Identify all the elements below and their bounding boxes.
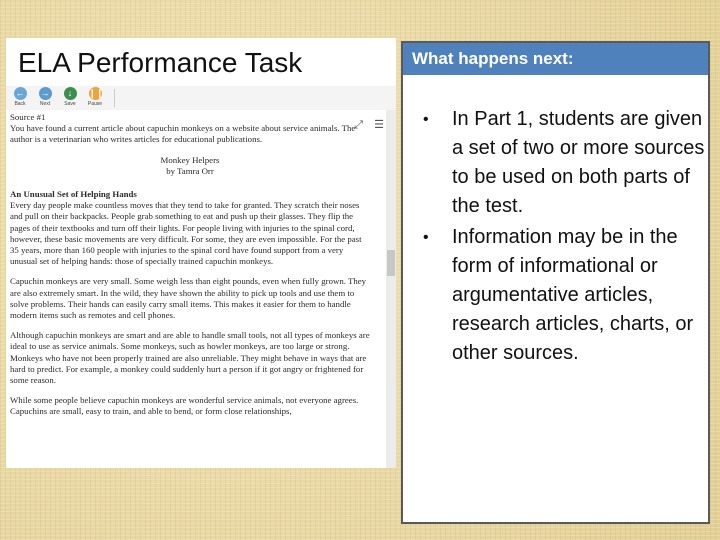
next-arrow-icon: →	[40, 88, 50, 98]
scrollbar[interactable]	[386, 110, 396, 468]
list-item-text: In Part 1, students are given a set of two or more sources to be used on both parts of the test.	[452, 108, 705, 217]
list-item-text: Information may be in the form of informational or argumentative articles, research articles, charts, or other sources.	[452, 226, 694, 364]
document-screenshot	[6, 86, 396, 468]
pause-button[interactable]	[83, 87, 107, 107]
article-title: Monkey Helpers	[160, 154, 220, 165]
bullet-list	[423, 105, 708, 370]
slide-title-box	[6, 38, 396, 86]
next-button[interactable]	[33, 87, 57, 107]
article-paragraph: Although capuchin monkeys are smart and are able to handle small tools, not all types of monkeys are ideal to use as service animals. Some monkeys, such as howler monkeys, are too large or strong. Monkeys who have not been properly trained are also unreliable. They might behave in ways that are hard to predict. For example, a monkey could suddenly hurt a person if it got angry or frightened for some reason.	[10, 330, 370, 386]
expand-icon[interactable]: ⤢	[354, 119, 364, 131]
article-byline: by Tamra Orr	[166, 165, 214, 176]
source-heading: Source #1	[10, 112, 46, 122]
article-paragraph: Every day people make countless moves that they tend to take for granted. They scratch their noses and pull on their backpacks. People grab something to eat and push up their glasses. They flip the pages of their textbooks and turn off their lights. For people living with injuries to the spinal cord, however, these basic movements are very difficult. For some, they are even impossible. For the past 35 years, more than 160 people with injuries to the spinal cord have found support from a very unusual set of helping hands: those of specially trained capuchin monkeys.	[10, 200, 362, 267]
back-button[interactable]	[8, 87, 32, 107]
pause-icon: ❙❙	[88, 88, 104, 98]
menu-icon[interactable]: ☰	[374, 119, 384, 131]
panel-header: What happens next:	[403, 43, 708, 75]
bullet-icon: •	[423, 111, 429, 128]
article-paragraph: Capuchin monkeys are very small. Some weigh less than eight pounds, even when fully grown. They are also extremely smart. In the wild, they have shown the ability to pick up tools and use them to solve problems. Their hands can easily carry small items. This makes it easier for them to handle modern items such as remotes and cell phones.	[10, 276, 367, 321]
save-label: Save	[64, 101, 76, 107]
back-label: Back	[14, 101, 26, 107]
article-paragraph: While some people believe capuchin monkeys are wonderful service animals, not everyone agrees. Capuchins are small, easy to train, and able to bend, or form close relationships,	[10, 395, 359, 417]
scrollbar-thumb[interactable]	[387, 250, 395, 276]
next-label: Next	[39, 101, 51, 107]
section-heading: An Unusual Set of Helping Hands	[10, 189, 137, 200]
list-item	[423, 105, 708, 221]
what-happens-next-panel	[401, 41, 710, 524]
save-icon: ↓	[64, 87, 77, 100]
article-text	[10, 112, 370, 427]
save-button[interactable]	[58, 87, 82, 107]
pause-label: Pause	[87, 101, 103, 107]
document-toolbar	[6, 86, 396, 110]
slide-title: ELA Performance Task	[18, 47, 303, 78]
bullet-icon: •	[423, 229, 429, 246]
list-item	[423, 223, 708, 368]
toolbar-divider	[114, 89, 115, 107]
back-arrow-icon: ←	[15, 88, 25, 98]
source-intro: You have found a current article about capuchin monkeys on a website about service animals. The author is a veterinarian who writes articles for educational publications.	[10, 123, 356, 145]
